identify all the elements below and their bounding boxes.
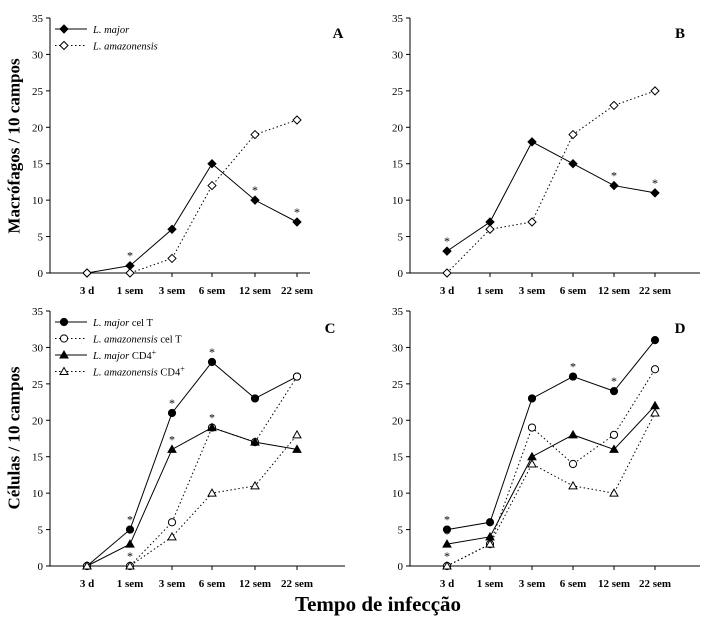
y-tick-label: 5 <box>397 231 403 244</box>
y-tick-label: 10 <box>32 195 43 208</box>
diamond-marker <box>651 87 659 95</box>
panel-letter: C <box>324 321 336 337</box>
circle-marker <box>293 373 300 380</box>
y-tick-label: 10 <box>32 488 43 501</box>
triangle-marker <box>168 533 176 540</box>
triangle-marker <box>293 431 301 438</box>
significance-star: * <box>570 359 576 374</box>
series-line <box>87 362 297 566</box>
y-tick-label: 10 <box>392 195 403 208</box>
circle-marker <box>208 358 215 365</box>
x-axis-label: Tempo de infecção <box>295 592 462 616</box>
significance-star: * <box>209 410 215 425</box>
series-line <box>87 435 297 566</box>
diamond-marker <box>528 218 536 226</box>
series-3 <box>83 411 301 569</box>
x-tick-label: 12 sem <box>597 285 631 297</box>
diamond-marker <box>293 116 301 124</box>
x-tick-label: 3 sem <box>518 578 546 590</box>
triangle-marker <box>569 482 577 489</box>
panel-d <box>392 306 700 590</box>
y-tick-label: 35 <box>32 13 43 25</box>
series-line <box>447 369 655 566</box>
series-4 <box>83 431 301 569</box>
circle-marker <box>168 519 175 526</box>
circle-marker <box>60 318 67 325</box>
diamond-marker <box>443 269 451 277</box>
diamond-marker <box>83 269 91 277</box>
x-tick-label: 6 sem <box>198 578 226 590</box>
y-tick-label: 10 <box>392 488 403 501</box>
y-tick-label: 0 <box>37 268 43 280</box>
circle-marker <box>651 366 658 373</box>
x-tick-label: 6 sem <box>559 285 587 297</box>
significance-star: * <box>127 549 133 563</box>
x-tick-label: 1 sem <box>476 578 504 590</box>
y-tick-label: 5 <box>37 524 43 537</box>
y-tick-label: 30 <box>392 49 403 62</box>
diamond-marker <box>651 189 659 197</box>
triangle-marker <box>60 368 68 375</box>
significance-star: * <box>611 168 617 183</box>
x-tick-label: 22 sem <box>638 285 672 297</box>
y-tick-label: 25 <box>32 378 43 391</box>
diamond-marker <box>293 218 301 226</box>
diamond-marker <box>126 269 134 277</box>
y-tick-label: 30 <box>32 342 43 355</box>
diamond-marker <box>60 42 68 50</box>
y-tick-label: 0 <box>397 561 403 573</box>
significance-star: * <box>652 175 658 190</box>
diamond-marker <box>610 182 618 190</box>
series-1 <box>83 160 301 277</box>
series-1 <box>443 138 659 255</box>
significance-star: * <box>209 345 215 359</box>
x-tick-label: 22 sem <box>280 285 314 297</box>
y-tick-label: 5 <box>397 524 403 537</box>
y-tick-label: 35 <box>392 306 403 318</box>
series-line <box>87 428 297 566</box>
y-axis-label-top: Macrófagos / 10 campos <box>4 58 24 234</box>
circle-marker <box>610 431 617 438</box>
x-tick-label: 1 sem <box>116 578 144 590</box>
diamond-marker <box>569 160 577 168</box>
significance-star: * <box>294 205 300 219</box>
circle-marker <box>168 409 175 416</box>
y-axis-label-bottom: Células / 10 campos <box>4 366 24 510</box>
y-tick-label: 20 <box>392 122 403 135</box>
diamond-marker <box>528 138 536 146</box>
circle-marker <box>569 373 576 380</box>
diamond-marker <box>443 247 451 255</box>
significance-star: * <box>169 432 175 447</box>
y-tick-label: 20 <box>32 122 43 135</box>
y-tick-label: 20 <box>32 415 43 428</box>
circle-marker <box>126 526 133 533</box>
x-tick-label: 22 sem <box>638 578 672 590</box>
triangle-marker <box>569 431 577 438</box>
x-tick-label: 1 sem <box>116 285 144 297</box>
significance-star: * <box>127 512 133 527</box>
x-tick-label: 22 sem <box>280 578 314 590</box>
y-tick-label: 35 <box>392 13 403 25</box>
legend-label: L. amazonensis CD4+ <box>93 364 185 379</box>
circle-marker <box>569 460 576 467</box>
significance-star: * <box>444 527 450 542</box>
panel-b <box>392 13 700 297</box>
series-line <box>87 164 297 273</box>
series-line <box>87 377 297 566</box>
panel-letter: D <box>674 321 686 337</box>
series-1 <box>83 345 300 570</box>
significance-star: * <box>444 549 450 563</box>
series-line <box>447 406 655 544</box>
significance-star: * <box>611 374 617 389</box>
series-4 <box>443 409 659 569</box>
triangle-marker <box>528 453 536 460</box>
panel-a <box>32 13 344 297</box>
y-tick-label: 30 <box>32 49 43 62</box>
series-1 <box>443 337 658 534</box>
x-tick-label: 12 sem <box>238 285 272 297</box>
x-tick-label: 6 sem <box>198 285 226 297</box>
x-tick-label: 3 d <box>79 578 95 590</box>
circle-marker <box>251 395 258 402</box>
circle-marker <box>60 335 67 342</box>
diamond-marker <box>610 101 618 109</box>
series-line <box>447 340 655 529</box>
triangle-marker <box>126 540 134 547</box>
y-tick-label: 5 <box>37 231 43 244</box>
y-tick-label: 15 <box>392 158 403 171</box>
panel-letter: A <box>332 26 344 42</box>
diamond-marker <box>208 182 216 190</box>
y-tick-label: 15 <box>392 451 403 464</box>
legend <box>55 25 158 53</box>
circle-marker <box>528 395 535 402</box>
x-tick-label: 3 sem <box>158 285 186 297</box>
circle-marker <box>486 519 493 526</box>
series-line <box>447 413 655 566</box>
triangle-marker <box>610 489 618 496</box>
legend-label: L. major <box>93 25 130 36</box>
x-tick-label: 12 sem <box>238 578 272 590</box>
legend-label: L. major CD4+ <box>93 347 157 362</box>
x-tick-label: 6 sem <box>559 578 587 590</box>
circle-marker <box>528 424 535 431</box>
legend-label: L. major cel T <box>93 318 153 329</box>
y-tick-label: 25 <box>392 85 403 98</box>
circle-marker <box>610 388 617 395</box>
x-tick-label: 3 sem <box>158 578 186 590</box>
series-line <box>447 142 655 251</box>
significance-star: * <box>252 183 258 198</box>
y-tick-label: 30 <box>392 342 403 355</box>
diamond-marker <box>569 131 577 139</box>
y-tick-label: 15 <box>32 451 43 464</box>
triangle-marker <box>651 409 659 416</box>
legend-label: L. amazonensis <box>93 41 158 53</box>
legend <box>55 318 185 379</box>
x-tick-label: 3 sem <box>518 285 546 297</box>
x-tick-label: 3 d <box>79 285 95 297</box>
significance-star: * <box>444 234 450 249</box>
panel-letter: B <box>674 26 686 42</box>
series-line <box>447 91 655 273</box>
y-tick-label: 0 <box>397 268 403 280</box>
triangle-marker <box>168 445 176 452</box>
x-tick-label: 12 sem <box>597 578 631 590</box>
x-tick-label: 3 d <box>439 285 455 297</box>
circle-marker <box>651 337 658 344</box>
x-tick-label: 3 d <box>439 578 455 590</box>
y-tick-label: 25 <box>392 378 403 391</box>
legend-label: L. amazonensis cel T <box>93 334 182 346</box>
series-2 <box>443 87 659 277</box>
significance-star: * <box>169 396 175 410</box>
y-tick-label: 35 <box>32 306 43 318</box>
y-tick-label: 15 <box>32 158 43 171</box>
series-2 <box>83 373 300 570</box>
y-tick-label: 20 <box>392 415 403 428</box>
significance-star: * <box>127 248 133 263</box>
diamond-marker <box>60 25 68 33</box>
triangle-marker <box>651 402 659 409</box>
panel-c <box>32 306 345 590</box>
x-tick-label: 1 sem <box>476 285 504 297</box>
y-tick-label: 25 <box>32 85 43 98</box>
significance-star: * <box>444 512 450 527</box>
y-tick-label: 0 <box>37 561 43 573</box>
diamond-marker <box>168 254 176 262</box>
